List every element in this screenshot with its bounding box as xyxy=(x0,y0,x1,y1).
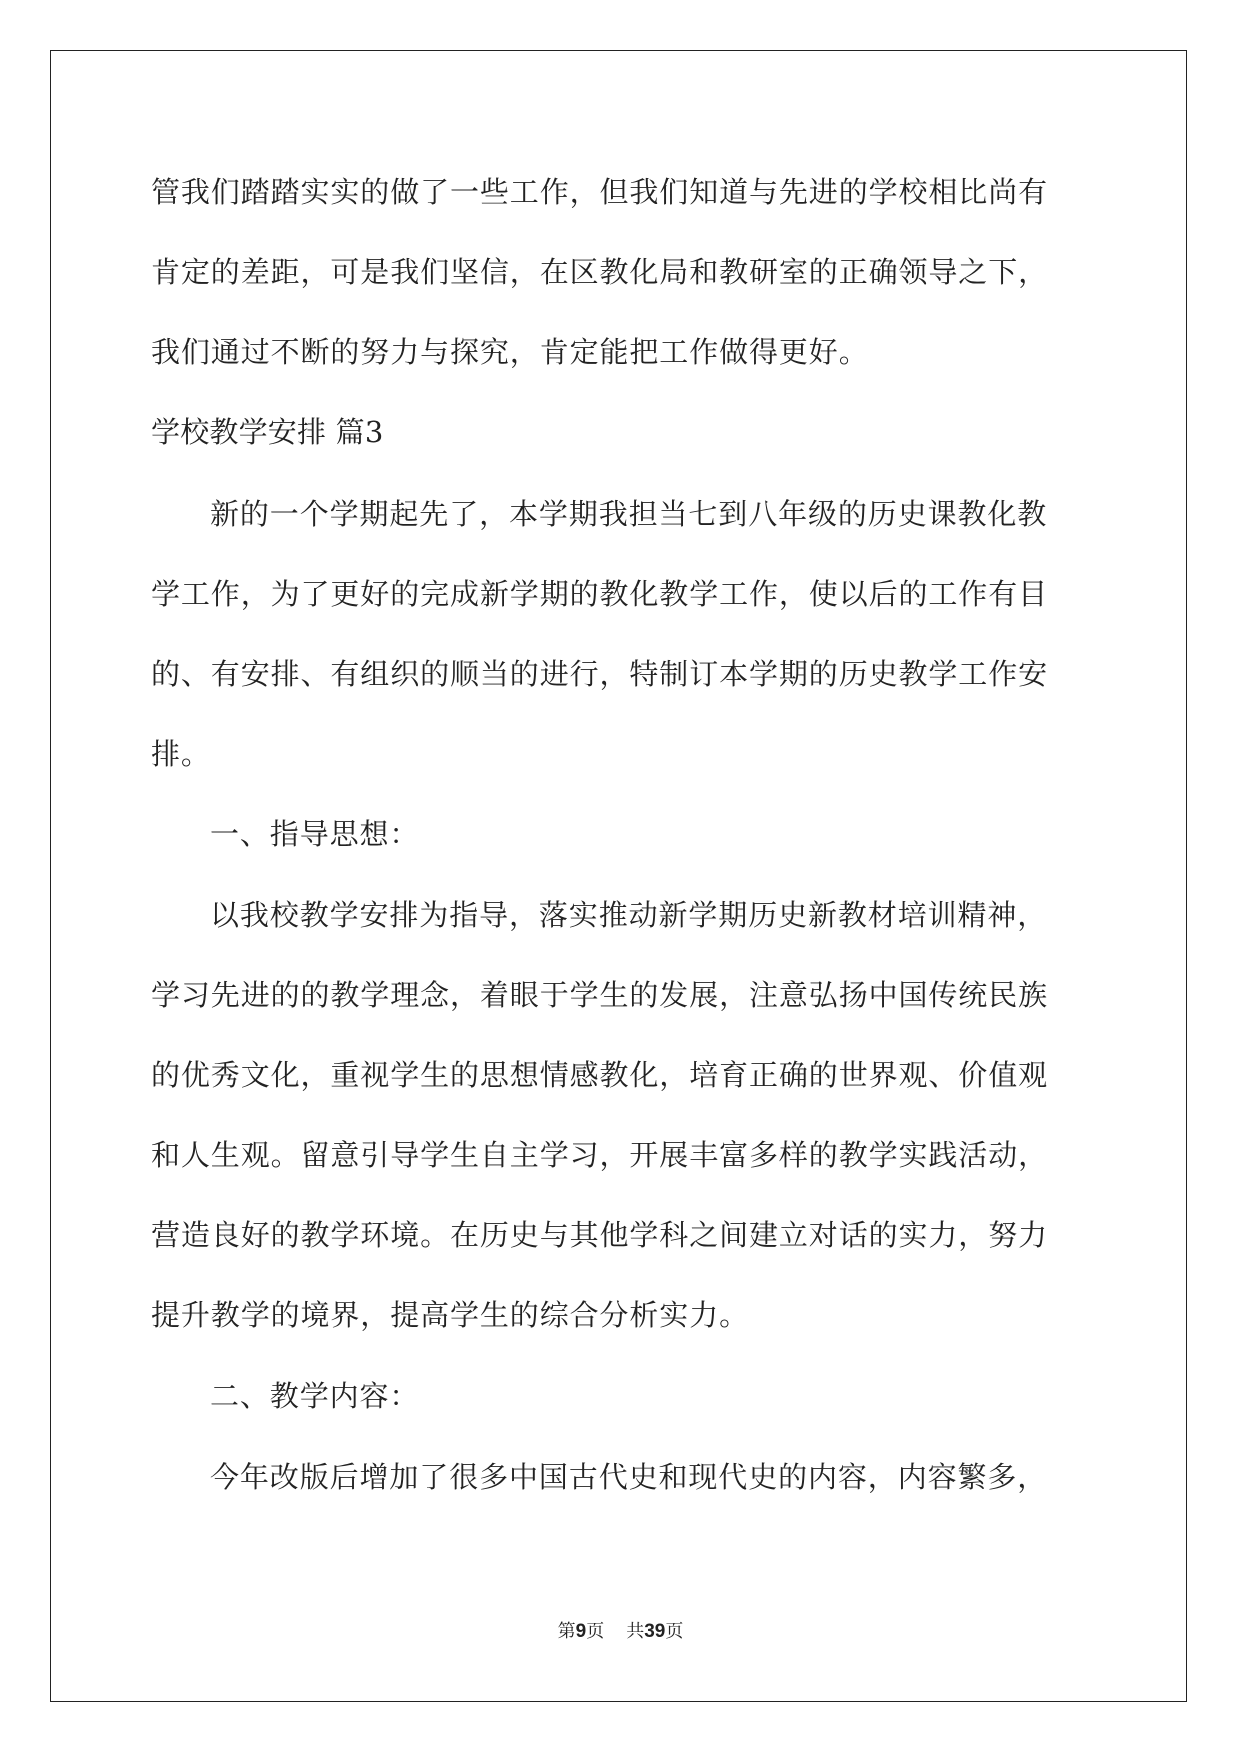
heading-guiding-ideology: 一、指导思想： xyxy=(210,817,420,851)
total-suffix: 页 xyxy=(665,1621,684,1642)
body-line: 以我校教学安排为指导，落实推动新学期历史新教材培训精神， xyxy=(210,898,1048,932)
body-line: 我们通过不断的努力与探究，肯定能把工作做得更好。 xyxy=(151,335,869,369)
page-border xyxy=(50,50,1187,1702)
total-pages: 39 xyxy=(644,1621,666,1642)
page-prefix: 第 xyxy=(557,1621,576,1642)
body-line: 营造良好的教学环境。在历史与其他学科之间建立对话的实力，努力 xyxy=(151,1218,1049,1252)
body-line: 新的一个学期起先了，本学期我担当七到八年级的历史课教化教 xyxy=(210,497,1048,531)
body-line: 管我们踏踏实实的做了一些工作，但我们知道与先进的学校相比尚有 xyxy=(151,175,1049,209)
body-line: 和人生观。留意引导学生自主学习，开展丰富多样的教学实践活动， xyxy=(151,1138,1049,1172)
page-suffix: 页 xyxy=(586,1621,605,1642)
body-line: 学习先进的的教学理念，着眼于学生的发展，注意弘扬中国传统民族 xyxy=(151,978,1049,1012)
section-title: 学校教学安排 篇3 xyxy=(151,415,384,449)
body-line: 提升教学的境界，提高学生的综合分析实力。 xyxy=(151,1298,750,1332)
page-footer xyxy=(0,1617,1241,1643)
body-line: 的、有安排、有组织的顺当的进行，特制订本学期的历史教学工作安 xyxy=(151,657,1049,691)
body-line: 排。 xyxy=(151,737,211,771)
body-line: 的优秀文化，重视学生的思想情感教化，培育正确的世界观、价值观 xyxy=(151,1058,1049,1092)
heading-teaching-content: 二、教学内容： xyxy=(210,1379,420,1413)
total-prefix: 共 xyxy=(626,1621,645,1642)
body-line: 肯定的差距，可是我们坚信，在区教化局和教研室的正确领导之下， xyxy=(151,255,1049,289)
body-line: 今年改版后增加了很多中国古代史和现代史的内容，内容繁多， xyxy=(210,1460,1048,1494)
page-number: 9 xyxy=(575,1621,587,1642)
body-line: 学工作，为了更好的完成新学期的教化教学工作，使以后的工作有目 xyxy=(151,577,1049,611)
